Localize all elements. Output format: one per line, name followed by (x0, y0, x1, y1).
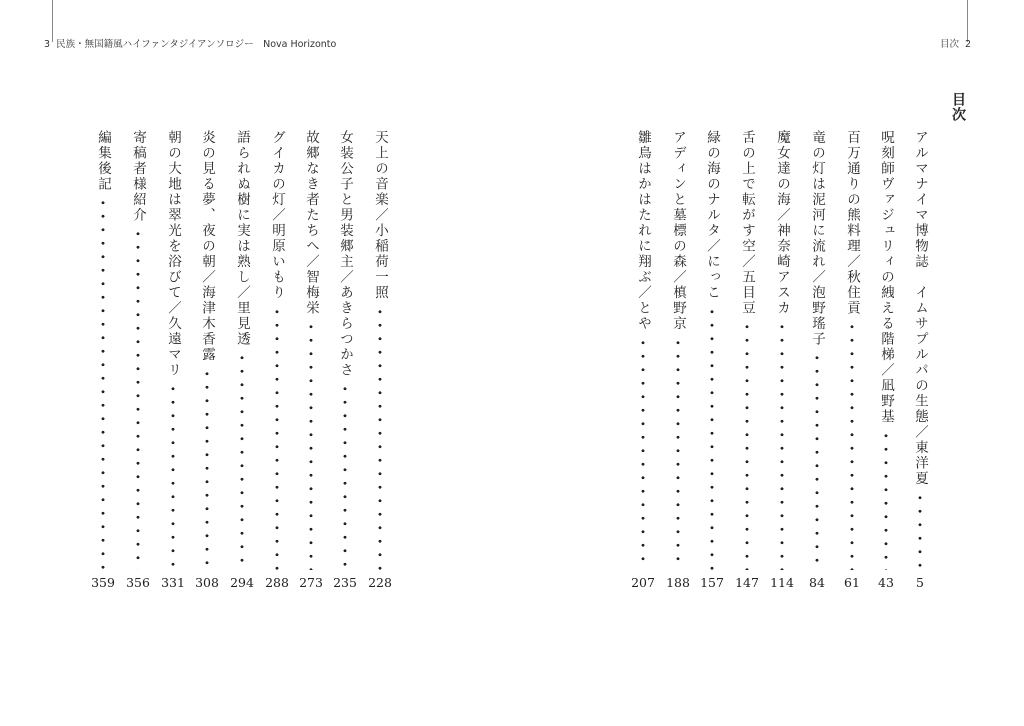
toc-entry[interactable] (125, 130, 151, 590)
toc-entry-title: 緑の海のナルタ／にっこ (704, 130, 720, 301)
left-running-header (41, 36, 336, 50)
toc-entry-title: 舌の上で転がす空／五目豆 (739, 130, 755, 316)
left-page-number: 3 (44, 39, 51, 50)
toc-entry-title: アディンと墓標の森／槙野京 (670, 130, 686, 332)
toc-entry-page: 228 (368, 575, 392, 590)
toc-entry-title: 天上の音楽／小稲荷一照 (372, 130, 388, 301)
toc-entry[interactable] (298, 130, 324, 590)
toc-entry[interactable] (769, 130, 795, 590)
dot-leader (136, 227, 140, 570)
toc-entry[interactable] (367, 130, 393, 590)
toc-entry-page: 356 (126, 575, 150, 590)
toc-entry-page: 308 (195, 575, 219, 590)
toc-entry-title: 雛鳥はかはたれに翔ぶ／とや (635, 130, 651, 332)
toc-entry[interactable] (839, 130, 865, 590)
dot-leader (343, 382, 347, 570)
dot-leader (171, 382, 175, 570)
toc-entry[interactable] (630, 130, 656, 590)
toc-entry-title: 百万通りの熊料理／秋住貢 (844, 130, 860, 316)
left-running-title: 民族・無国籍風ハイファンタジイアンソロジー Nova Horizonto (56, 39, 337, 50)
toc-heading: 目次 (950, 92, 966, 122)
dot-leader (676, 336, 680, 571)
toc-entry-page: 294 (230, 575, 254, 590)
toc-entry-page: 207 (631, 575, 655, 590)
dot-leader (850, 320, 854, 570)
dot-leader (275, 305, 279, 571)
right-page-number: 2 (965, 39, 972, 50)
toc-entry-page: 114 (770, 575, 794, 590)
toc-entry[interactable] (873, 130, 899, 590)
toc-entry[interactable] (907, 130, 933, 590)
toc-entry[interactable] (264, 130, 290, 590)
toc-entry-page: 188 (666, 575, 690, 590)
toc-entry-title: 語られぬ樹に実は熟し／里見透 (234, 130, 250, 347)
toc-entry-page: 288 (265, 575, 289, 590)
toc-entry-page: 359 (91, 575, 115, 590)
toc-entry-title: 故郷なき者たちへ／智梅栄 (303, 130, 319, 316)
dot-leader (884, 429, 888, 571)
toc-entry[interactable] (699, 130, 725, 590)
dot-leader (309, 320, 313, 570)
toc-entry-title: 寄稿者様紹介 (130, 130, 146, 223)
toc-entry-title: 魔女達の海／神奈崎アスカ (774, 130, 790, 316)
toc-entry-page: 43 (878, 575, 894, 590)
dot-leader (378, 305, 382, 571)
toc-entry-page: 84 (809, 575, 825, 590)
toc-entry-page: 235 (333, 575, 357, 590)
right-running-header (940, 36, 974, 50)
toc-entry[interactable] (665, 130, 691, 590)
dot-leader (641, 336, 645, 571)
toc-entry-page: 147 (735, 575, 759, 590)
dot-leader (745, 320, 749, 570)
dot-leader (240, 351, 244, 570)
toc-entry-title: 女装公子と男装郷主／あきらつかさ (337, 130, 353, 378)
toc-entry-title: グイカの灯／明原いもり (269, 130, 285, 301)
toc-entry-title: 編集後記 (95, 130, 111, 192)
toc-entry[interactable] (332, 130, 358, 590)
toc-entry[interactable] (734, 130, 760, 590)
dot-leader (918, 491, 922, 571)
toc-entry-page: 331 (161, 575, 185, 590)
toc-entry-title: 朝の大地は翠光を浴びて／久遠マリ (165, 130, 181, 378)
toc-entry[interactable] (160, 130, 186, 590)
dot-leader (101, 196, 105, 570)
right-running-title: 目次 (940, 39, 960, 50)
dot-leader (780, 320, 784, 570)
toc-entry-title: 呪刻師ヴァジュリィの絏える階梯／凪野基 (878, 130, 894, 425)
toc-entry-page: 61 (844, 575, 860, 590)
dot-leader (710, 305, 714, 571)
dot-leader (205, 367, 209, 571)
toc-entry-page: 157 (700, 575, 724, 590)
toc-entry[interactable] (229, 130, 255, 590)
toc-entry-page: 5 (916, 575, 924, 590)
toc-entry-title: アルマナイマ博物誌 イムサプルパの生態／東洋夏 (912, 130, 928, 487)
dot-leader (815, 351, 819, 570)
toc-entry-page: 273 (299, 575, 323, 590)
toc-entry[interactable] (194, 130, 220, 590)
toc-entry-title: 竜の灯は泥河に流れ／泡野瑤子 (809, 130, 825, 347)
toc-entry[interactable] (804, 130, 830, 590)
toc-entry-title: 炎の見る夢、夜の朝／海津木香露 (199, 130, 215, 363)
toc-entry[interactable] (90, 130, 116, 590)
